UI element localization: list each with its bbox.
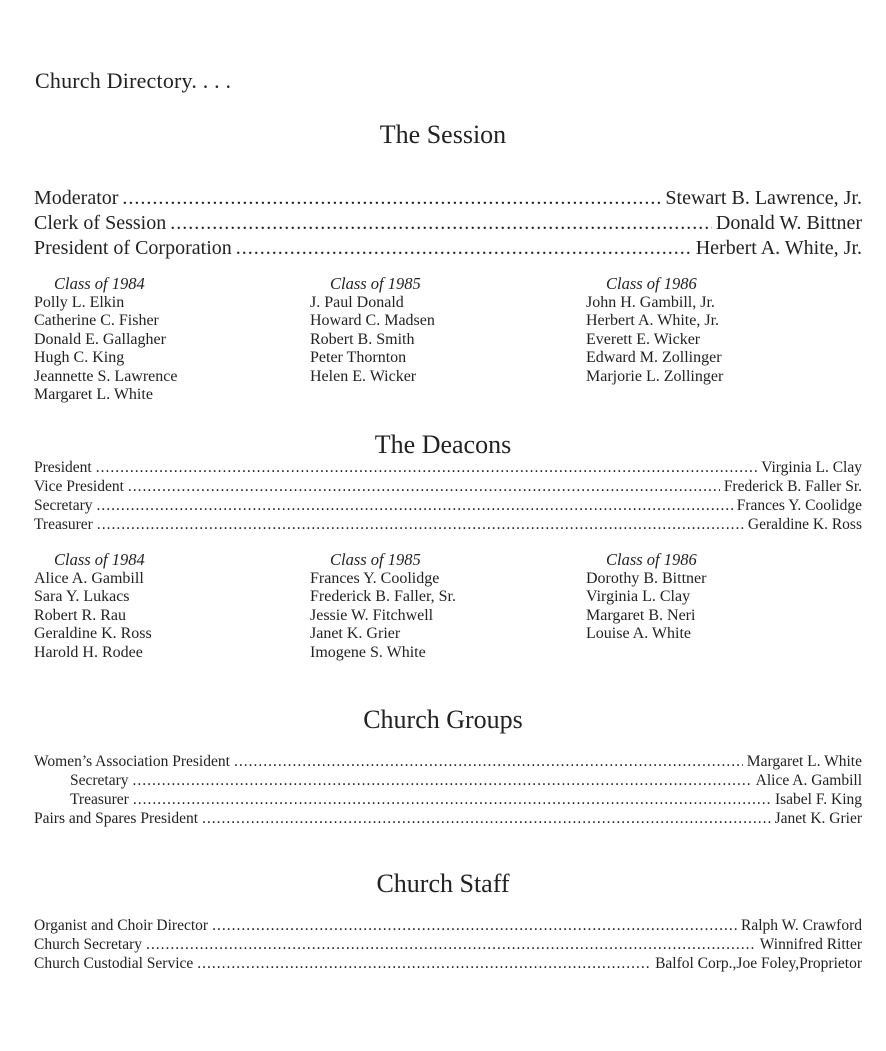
leader-dots xyxy=(96,458,758,477)
staff-name: Winnifred Ritter xyxy=(759,936,862,953)
class-column-1985 xyxy=(310,275,435,386)
staff-role: Church Custodial Service xyxy=(34,955,194,972)
group-row xyxy=(34,809,862,828)
member-name: Donald E. Gallagher xyxy=(34,330,166,348)
member-name: Sara Y. Lukacs xyxy=(34,588,130,605)
officer-name: Herbert A. White, Jr. xyxy=(695,237,862,259)
group-name: Margaret L. White xyxy=(746,753,862,770)
class-column-1984 xyxy=(34,275,177,405)
staff-role: Church Secretary xyxy=(34,936,143,953)
class-heading: Class of 1985 xyxy=(330,550,421,569)
class-column-1985 xyxy=(310,551,456,662)
officer-role: Treasurer xyxy=(34,516,93,533)
leader-dots xyxy=(234,752,743,771)
leader-dots xyxy=(170,211,712,236)
officer-name: Stewart B. Lawrence, Jr. xyxy=(665,187,862,209)
staff-role: Organist and Choir Director xyxy=(34,917,209,934)
member-name: Herbert A. White, Jr. xyxy=(586,312,720,329)
member-name: Virginia L. Clay xyxy=(586,588,691,605)
member-name: Frances Y. Coolidge xyxy=(310,569,440,587)
officer-row xyxy=(34,211,862,236)
page-title: Church Directory. . . . xyxy=(35,68,232,93)
staff-title: Church Staff xyxy=(376,869,510,898)
leader-dots xyxy=(128,477,720,496)
officer-role: Vice President xyxy=(34,478,124,495)
member-name: Robert R. Rau xyxy=(34,606,126,624)
class-column-1984 xyxy=(34,551,152,662)
deacons-officers xyxy=(34,458,862,534)
member-name: Marjorie L. Zollinger xyxy=(586,367,724,385)
staff-row xyxy=(34,954,862,973)
officer-row xyxy=(34,477,862,496)
class-column-1986 xyxy=(586,275,723,386)
officer-row xyxy=(34,458,862,477)
member-name: Peter Thornton xyxy=(310,349,407,366)
officer-row xyxy=(34,186,862,211)
member-name: Harold H. Rodee xyxy=(34,643,143,661)
leader-dots xyxy=(97,496,733,515)
staff-row xyxy=(34,916,862,935)
member-name: Geraldine K. Ross xyxy=(34,625,152,642)
group-role: Pairs and Spares President xyxy=(34,810,199,827)
officer-name: Geraldine K. Ross xyxy=(747,516,862,533)
leader-dots xyxy=(202,809,771,828)
officer-row xyxy=(34,496,862,515)
officer-row xyxy=(34,515,862,534)
group-role: Secretary xyxy=(70,772,129,789)
officer-name: Donald W. Bittner xyxy=(715,212,862,234)
groups-title: Church Groups xyxy=(363,705,523,734)
deacons-title: The Deacons xyxy=(374,430,512,459)
member-name: Jeannette S. Lawrence xyxy=(34,367,178,385)
officer-role: President of Corporation xyxy=(34,237,232,259)
leader-dots xyxy=(212,916,737,935)
member-name: Janet K. Grier xyxy=(310,625,401,642)
staff-name: Balfol Corp.,Joe Foley,Proprietor xyxy=(655,955,862,972)
member-name: Helen E. Wicker xyxy=(310,367,417,385)
group-name: Janet K. Grier xyxy=(774,810,862,827)
leader-dots xyxy=(97,515,744,534)
officer-role: Clerk of Session xyxy=(34,212,167,234)
member-name: Louise A. White xyxy=(586,625,692,642)
leader-dots xyxy=(236,236,692,261)
leader-dots xyxy=(122,186,661,211)
session-officers xyxy=(34,186,862,261)
member-name: Howard C. Madsen xyxy=(310,312,435,329)
officer-role: President xyxy=(34,459,92,476)
staff-list xyxy=(34,916,862,973)
officer-role: Moderator xyxy=(34,187,119,209)
class-heading: Class of 1986 xyxy=(606,550,697,569)
member-name: Robert B. Smith xyxy=(310,330,415,348)
class-column-1986 xyxy=(586,551,706,644)
member-name: Margaret B. Neri xyxy=(586,606,696,624)
member-name: J. Paul Donald xyxy=(310,293,404,311)
group-row xyxy=(34,752,862,771)
officer-row xyxy=(34,236,862,261)
member-name: Alice A. Gambill xyxy=(34,569,144,587)
officer-role: Secretary xyxy=(34,497,93,514)
staff-row xyxy=(34,935,862,954)
class-heading: Class of 1984 xyxy=(54,550,145,569)
staff-name: Ralph W. Crawford xyxy=(741,917,862,934)
session-classes xyxy=(34,275,862,405)
group-row xyxy=(34,771,862,790)
member-name: Margaret L. White xyxy=(34,386,153,403)
leader-dots xyxy=(197,954,651,973)
member-name: Hugh C. King xyxy=(34,349,125,366)
deacons-classes xyxy=(34,551,862,666)
group-role: Women’s Association President xyxy=(34,753,230,770)
officer-name: Virginia L. Clay xyxy=(761,459,862,476)
group-row xyxy=(34,790,862,809)
member-name: Imogene S. White xyxy=(310,643,426,661)
group-role: Treasurer xyxy=(70,791,129,808)
class-heading: Class of 1985 xyxy=(330,274,421,293)
class-heading: Class of 1986 xyxy=(606,274,697,293)
member-name: Edward M. Zollinger xyxy=(586,349,722,366)
leader-dots xyxy=(146,935,756,954)
group-name: Alice A. Gambill xyxy=(755,772,862,789)
member-name: Everett E. Wicker xyxy=(586,330,701,348)
leader-dots xyxy=(133,790,771,809)
member-name: Polly L. Elkin xyxy=(34,293,125,311)
groups-list xyxy=(34,752,862,828)
session-title: The Session xyxy=(379,120,507,149)
member-name: Frederick B. Faller, Sr. xyxy=(310,588,456,605)
member-name: Dorothy B. Bittner xyxy=(586,569,707,587)
officer-name: Frances Y. Coolidge xyxy=(736,497,862,514)
leader-dots xyxy=(133,771,752,790)
member-name: Catherine C. Fisher xyxy=(34,312,159,329)
class-heading: Class of 1984 xyxy=(54,274,145,293)
member-name: John H. Gambill, Jr. xyxy=(586,293,715,311)
member-name: Jessie W. Fitchwell xyxy=(310,606,434,624)
group-name: Isabel F. King xyxy=(774,791,862,808)
officer-name: Frederick B. Faller Sr. xyxy=(723,478,862,495)
